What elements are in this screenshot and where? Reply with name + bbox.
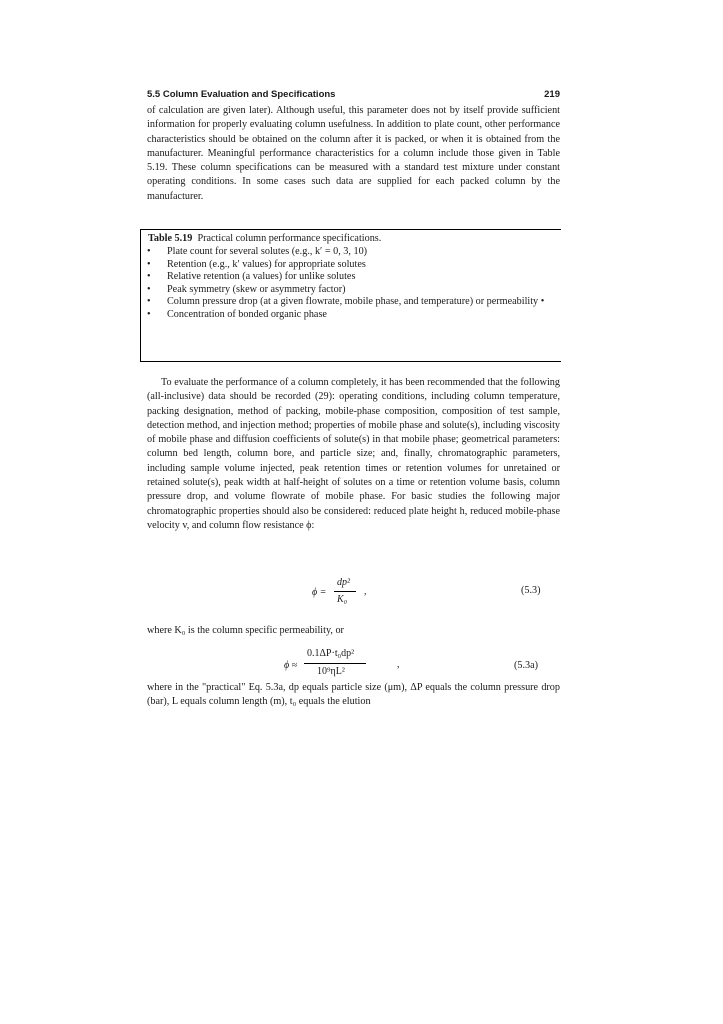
where-statement: where K₀ is the column specific permeability, or: [147, 625, 344, 636]
bullet-icon: •: [147, 308, 151, 320]
bullet-icon: •: [147, 246, 151, 257]
paragraph-evaluation: To evaluate the performance of a column completely, it has been recommended that the following (all-inclusive) data should be recorded (29): operating conditions, including column temperature, packing designation, method of packing, mobile-phase composition, composition of test sample, detection method, and injection method; properties of mobile phase and solute(s), including viscosity of mobile phase and diffusion coefficients of solute(s) in that mobile phase; geometrical parameters: column bed length, column bore, and particle size; and, finally, chromatographic parameters, including sample volume injected, peak retention times or retention volumes for unretained or retained solute(s), peak width at half-height of solutes on a time or retention volume basis, column pressure drop, and volume flowrate of mobile phase. For basic studies the following major chromatographic properties should also be considered: reduced plate height h, reduced mobile-phase velocity v, and column flow resistance ϕ:: [147, 377, 560, 531]
paragraph-intro: of calculation are given later). Although useful, this parameter does not by itself provide sufficient information for properly evaluating column usefulness. In addition to plate count, other performance characteristics should be obtained on the column after it is packed, or when it is obtained from the manufacturer. Meaningful performance characteristics for a column include those given in Table 5.19. These column specifications can be measured with a standard test mixture under constant operating conditions. In some cases such data are supplied for each packed column by the manufacturer.: [147, 105, 560, 202]
eq1-label: (5.3): [521, 585, 541, 596]
page-number: 219: [544, 89, 560, 100]
eq2-lhs: ϕ ≈: [284, 660, 298, 671]
table-label: Table 5.19: [148, 233, 193, 244]
eq2-label: (5.3a): [514, 660, 539, 671]
list-item: • Column pressure drop (at a given flowrate, mobile phase, and temperature) or permeability •: [147, 296, 545, 308]
table-5-19: [140, 229, 561, 362]
table-bullet-list: [141, 246, 557, 322]
table-caption: [148, 233, 381, 244]
list-item: • Relative retention (a values) for unlike solutes: [147, 271, 356, 283]
paragraph-tail: where in the "practical" Eq. 5.3a, dp equals particle size (μm), ΔP equals the column pressure drop (bar), L equals column length (m), t₀ equals the elution: [147, 682, 560, 708]
eq1-denominator: K₀: [337, 594, 348, 605]
list-item: • Concentration of bonded organic phase: [147, 308, 327, 320]
bullet-icon: •: [147, 283, 151, 295]
list-item: • Plate count for several solutes (e.g., k′ = 0, 3, 10): [147, 246, 368, 257]
bullet-icon: •: [147, 258, 151, 270]
eq2-fraction-bar: [304, 663, 366, 664]
eq1-numerator: dp²: [337, 577, 350, 588]
table-caption-text: Practical column performance specifications.: [197, 233, 382, 244]
list-item: • Retention (e.g., k′ values) for appropriate solutes: [147, 258, 366, 270]
eq2-numerator: 0.1ΔP·t₀dp²: [307, 648, 355, 659]
eq1-comma: ,: [364, 586, 367, 597]
running-header: [147, 89, 560, 103]
list-item: • Peak symmetry (skew or asymmetry factor): [147, 283, 346, 295]
section-title: 5.5 Column Evaluation and Specifications: [147, 89, 336, 100]
eq1-fraction-bar: [334, 591, 356, 592]
bullet-icon: •: [147, 296, 151, 308]
eq2-comma: ,: [397, 659, 400, 670]
bullet-icon: •: [147, 271, 151, 283]
eq2-denominator: 10⁹ηL²: [317, 666, 345, 677]
eq1-lhs: ϕ =: [312, 587, 327, 598]
